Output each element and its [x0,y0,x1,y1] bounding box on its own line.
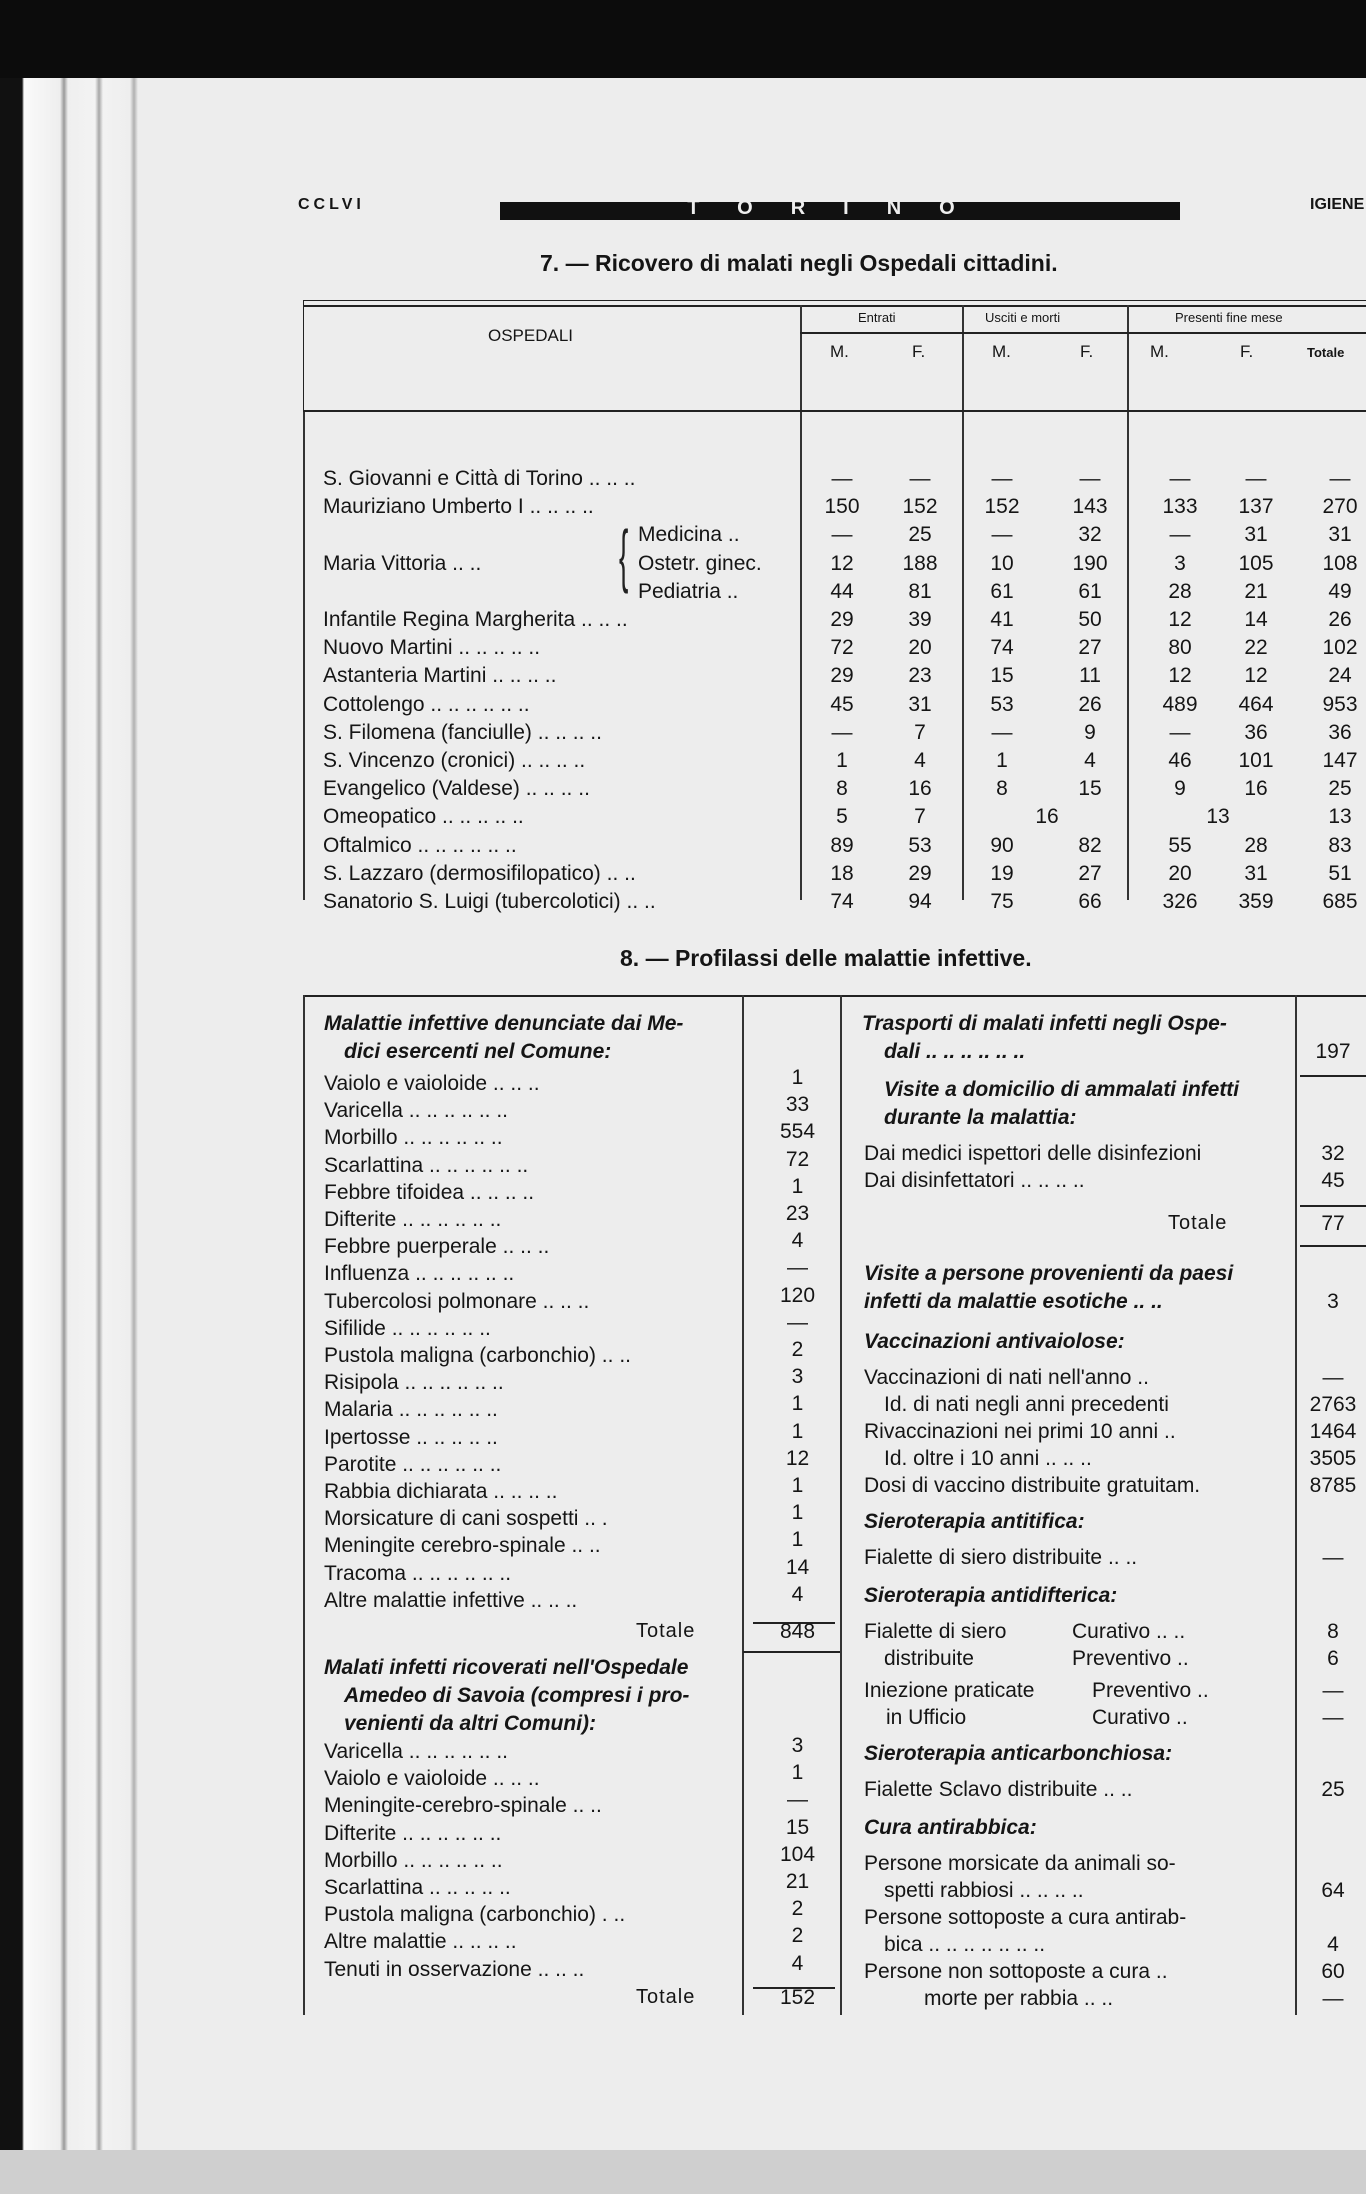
stat-label: morte per rabbia .. .. [924,1987,1114,2010]
table-cell: 36 [1244,720,1268,744]
table-cell: — [1169,467,1191,490]
stat-value: 64 [1321,1879,1345,1902]
table-cell: 326 [1162,890,1198,913]
table-cell: 12 [1244,664,1268,688]
hospital-name: Sanatorio S. Luigi (tubercolotici) .. .. [323,890,656,913]
table-cell: 29 [830,664,854,688]
hospital-name: Nuovo Martini .. .. .. .. .. [323,636,541,660]
table-cell: 31 [1328,523,1352,547]
table-cell: 12 [1168,664,1192,688]
hospital-name: Cottolengo .. .. .. .. .. .. [323,692,530,716]
list-item-label: Sifilide .. .. .. .. .. .. [324,1316,491,1340]
table-cell: — [1245,467,1267,490]
section-heading: Visite a domicilio di ammalati infetti [884,1078,1240,1101]
table-cell: 46 [1168,749,1192,772]
table-cell: 359 [1238,890,1274,913]
list-item-value: 1 [791,1174,804,1198]
list-item-value: 21 [785,1870,810,1893]
table-cell: 464 [1238,692,1274,716]
list-item-value: 2 [791,1924,804,1948]
table-row [0,580,1366,608]
list-item-label: Tracoma .. .. .. .. .. .. [324,1561,512,1585]
table-cell: 16 [1035,805,1059,829]
list-item-value: 1 [791,1474,804,1497]
section-heading: dali .. .. .. .. .. .. [884,1040,1026,1063]
stat-value: 8785 [1309,1474,1357,1497]
table-cell: 685 [1322,890,1358,913]
stat-value: 45 [1321,1169,1345,1192]
sub-m: M. [992,342,1011,361]
list-item-value: 14 [785,1555,810,1579]
table-cell: 53 [908,833,932,857]
running-title: IGIENE [1310,196,1365,213]
t8-left-heading: Malattie infettive denunciate dai Me- [324,1012,684,1035]
stat-value: 77 [1321,1212,1345,1235]
table-cell: 20 [908,636,932,660]
total-label: Totale [636,1986,696,2008]
list-item-value: 72 [785,1147,810,1171]
list-item-label: Difterite .. .. .. .. .. .. [324,1208,502,1231]
list-item-label: Varicella .. .. .. .. .. .. [324,1740,508,1763]
table-cell: 953 [1322,692,1358,716]
table-cell: 81 [908,579,932,603]
stat-value: — [1322,1679,1344,1702]
stat-label: Persone morsicate da animali so- [864,1852,1176,1875]
stat-label: Iniezione praticate [864,1679,1035,1702]
table-cell: 13 [1328,805,1352,829]
table-cell: — [831,720,853,744]
section-heading: Sieroterapia antidifterica: [864,1584,1118,1607]
ward-name: Ostetr. ginec. [638,551,762,575]
list-item-label: Morbillo .. .. .. .. .. .. [324,1126,503,1150]
table-cell: 489 [1162,692,1198,716]
list-item-value: 1 [791,1761,804,1785]
list-item-value: 120 [779,1283,816,1307]
table-cell: 4 [914,749,926,772]
table-cell: 28 [1244,833,1268,857]
stat-label: distribuite [884,1647,974,1670]
list-item-value: 4 [791,1582,804,1606]
stat-label: Preventivo .. [1092,1679,1209,1702]
table-cell: 25 [908,523,932,547]
list-item-label: Altre malattie .. .. .. .. [324,1930,517,1954]
table-cell: 61 [1078,579,1102,603]
table7-header-bottom [303,410,1366,412]
table-cell: 23 [908,664,932,688]
table-cell: 152 [984,495,1020,519]
list-item-label: Scarlattina .. .. .. .. .. .. [324,1153,529,1177]
table-cell: 101 [1238,749,1274,772]
stat-value: 6 [1327,1647,1339,1670]
table-row [0,834,1366,862]
table-cell: 74 [990,636,1014,660]
table-cell: — [1169,523,1191,547]
list-item-value: 104 [779,1842,816,1866]
section-heading: Visite a persone provenienti da paesi [864,1262,1234,1285]
table-cell: 24 [1328,664,1352,688]
table-cell: 108 [1322,551,1358,575]
table-cell: 29 [908,861,932,885]
section-heading: infetti da malattie esotiche .. .. [864,1290,1163,1313]
rule [1300,1245,1366,1247]
sub-m: M. [830,342,849,361]
bottom-border [0,2150,1366,2194]
stat-label: Curativo .. [1092,1706,1188,1729]
table-cell: 16 [908,777,932,801]
hospital-name: Astanteria Martini .. .. .. .. [323,664,557,688]
sub-totale: Totale [1307,345,1345,360]
hospital-name: Infantile Regina Margherita .. .. .. [323,608,628,631]
table-cell: 102 [1322,636,1358,660]
col-ospedali: OSPEDALI [488,326,574,345]
list-item-label: Tubercolosi polmonare .. .. .. [324,1289,590,1313]
list-item-value: 1 [791,1419,804,1443]
book-page-edges [0,78,190,2150]
t8-left-heading: Amedeo di Savoia (compresi i pro- [344,1684,690,1707]
brace-icon: { [619,516,629,594]
hospital-name: S. Vincenzo (cronici) .. .. .. .. [323,749,586,772]
t8-left-heading: venienti da altri Comuni): [344,1712,597,1735]
stat-label: Id. oltre i 10 anni .. .. .. [884,1447,1092,1470]
table-cell: 31 [1244,523,1268,547]
table-row [0,636,1366,664]
sub-f: F. [912,342,926,361]
hospital-name: Oftalmico .. .. .. .. .. .. [323,833,517,857]
table-cell: 147 [1322,749,1358,772]
table-cell: 32 [1078,523,1102,547]
list-item-label: Morsicature di cani sospetti .. . [324,1507,608,1531]
stat-value: 2763 [1309,1393,1357,1416]
table-row [0,608,1366,636]
stat-value: 197 [1315,1040,1351,1063]
table-cell: 10 [990,551,1014,575]
table-cell: 12 [830,551,854,575]
table-cell: 22 [1244,636,1268,660]
table-cell: 133 [1162,495,1198,519]
table-cell: 15 [1078,777,1102,801]
list-item-value: 1 [791,1528,804,1552]
banner-title: TORINO [687,197,993,219]
table-row [0,495,1366,523]
list-item-value: 4 [791,1951,804,1975]
stat-value: — [1322,1366,1344,1389]
list-item-value: 1 [791,1066,804,1089]
table-cell: 11 [1079,664,1101,688]
section-heading: Sieroterapia antitifica: [864,1510,1085,1533]
list-item-label: Risipola .. .. .. .. .. .. [324,1371,504,1395]
table-cell: 72 [830,636,854,660]
table-cell: 3 [1174,551,1186,575]
table8-col-rule [742,995,744,2015]
table-cell: 26 [1078,692,1102,716]
stat-label: Dai disinfettatori .. .. .. .. [864,1169,1085,1192]
table-cell: 74 [830,890,854,913]
table-cell: 80 [1168,636,1192,660]
stat-value: 3 [1327,1290,1339,1313]
stat-value: 32 [1321,1142,1345,1165]
table-cell: 13 [1206,805,1230,829]
total-value: 848 [779,1620,816,1643]
table8-col-rule [1295,995,1297,2015]
stat-value: 4 [1327,1933,1339,1956]
total-value: 152 [779,1986,816,2009]
stat-value: — [1322,1546,1344,1569]
stat-label: Fialette di siero [864,1620,1007,1643]
table8-title: 8. — Profilassi delle malattie infettive. [620,945,1032,971]
table-cell: 14 [1244,608,1268,631]
table-cell: 7 [914,720,926,744]
section-heading: Trasporti di malati infetti negli Ospe- [862,1012,1227,1035]
table-cell: 19 [990,861,1014,885]
table-cell: — [1169,720,1191,744]
stat-label: Rivaccinazioni nei primi 10 anni .. [864,1420,1176,1443]
group-presenti: Presenti fine mese [1175,310,1283,325]
list-item-value: 4 [791,1229,804,1253]
list-item-label: Vaiolo e vaioloide .. .. .. [324,1767,540,1791]
list-item-value: 15 [785,1815,810,1839]
list-item-label: Meningite cerebro-spinale .. .. [324,1534,601,1558]
table-cell: 7 [914,805,926,829]
section-heading: Cura antirabbica: [864,1816,1037,1839]
table-cell: 8 [996,777,1008,801]
list-item-label: Altre malattie infettive .. .. .. [324,1588,578,1612]
table-cell: 82 [1078,833,1102,857]
stat-label: Fialette Sclavo distribuite .. .. [864,1778,1133,1801]
list-item-label: Rabbia dichiarata .. .. .. .. [324,1480,558,1503]
total-label: Totale [1168,1212,1228,1234]
list-item-label: Varicella .. .. .. .. .. .. [324,1099,508,1123]
table-cell: 53 [990,692,1014,716]
stat-label: Id. di nati negli anni precedenti [884,1393,1169,1416]
list-item-label: Febbre puerperale .. .. .. [324,1235,550,1259]
table8-top-rule [303,995,1366,997]
section-heading: Sieroterapia anticarbonchiosa: [864,1742,1173,1765]
table7-title: 7. — Ricovero di malati negli Ospedali cittadini. [540,250,1058,276]
table-cell: 51 [1328,861,1352,885]
table-cell: 18 [830,861,854,885]
table-cell: 12 [1168,608,1192,631]
table-cell: 75 [990,890,1014,913]
table-cell: 188 [902,551,938,575]
ward-name: Pediatria .. [638,579,739,603]
list-item-label: Malaria .. .. .. .. .. .. [324,1398,498,1422]
table-cell: — [991,720,1013,744]
list-item-value: — [787,1788,808,1812]
table-cell: 83 [1328,833,1352,857]
table-row [0,805,1366,833]
list-item-value: 1 [791,1392,804,1416]
table-cell: 28 [1168,579,1192,603]
table-cell: — [1079,467,1101,490]
table-cell: 36 [1328,720,1352,744]
list-item-label: Scarlattina .. .. .. .. .. [324,1876,511,1899]
page-number: CCLVI [298,196,365,213]
stat-value: 8 [1327,1620,1339,1643]
table-cell: 9 [1174,777,1186,801]
section-heading: durante la malattia: [884,1106,1077,1129]
ward-name: Medicina .. [638,523,740,547]
stat-value: 3505 [1309,1447,1357,1470]
table-row [0,467,1366,495]
list-item-label: Difterite .. .. .. .. .. .. [324,1821,502,1845]
table-cell: 39 [908,608,932,631]
stat-value: — [1322,1987,1344,2010]
stat-value: 25 [1321,1778,1345,1801]
table-cell: 41 [990,608,1014,631]
table-cell: 25 [1328,777,1352,801]
sub-f: F. [1080,342,1094,361]
section-heading: Vaccinazioni antivaiolose: [864,1330,1125,1353]
list-item-value: — [787,1310,808,1334]
stat-label: Dai medici ispettori delle disinfezioni [864,1142,1202,1165]
table-cell: 29 [830,608,854,631]
sub-f: F. [1240,342,1254,361]
list-item-label: Meningite-cerebro-spinale .. .. [324,1794,602,1818]
stat-label: Vaccinazioni di nati nell'anno .. [864,1366,1149,1389]
rule [1300,1075,1366,1077]
list-item-value: 23 [785,1202,810,1225]
table-cell: 152 [902,495,938,519]
stat-label: Dosi di vaccino distribuite gratuitam. [864,1474,1201,1497]
group-usciti: Usciti e morti [985,310,1061,325]
stat-value: — [1322,1706,1344,1729]
table-cell: — [831,467,853,490]
table-cell: 50 [1078,608,1102,631]
table-row [0,749,1366,777]
list-item-label: Morbillo .. .. .. .. .. .. [324,1848,503,1872]
list-item-value: 33 [785,1093,810,1117]
stat-label: spetti rabbiosi .. .. .. .. [884,1879,1084,1902]
table-cell: 143 [1072,495,1108,519]
table-cell: 270 [1322,495,1358,519]
table7-top-rule [303,305,1366,307]
table-cell: 5 [836,805,848,829]
stat-label: in Ufficio [886,1706,967,1729]
table-row [0,523,1366,551]
stat-value: 1464 [1309,1420,1357,1443]
hospital-name: Mauriziano Umberto I .. .. .. .. [323,495,594,519]
t8-left-heading: dici esercenti nel Comune: [344,1040,612,1063]
table-row [0,890,1366,918]
table-cell: 49 [1328,579,1352,603]
table-cell: 90 [990,833,1014,857]
table-cell: — [991,523,1013,547]
table8-col-rule [840,995,842,2015]
table-cell: 20 [1168,861,1192,885]
table-cell: 27 [1078,636,1102,660]
table-cell: 8 [836,777,848,801]
table-cell: 137 [1238,495,1274,519]
hospital-name: S. Filomena (fanciulle) .. .. .. .. [323,720,602,744]
table-cell: 105 [1238,551,1274,575]
total-label: Totale [636,1620,696,1642]
stat-label: Persone non sottoposte a cura .. [864,1960,1168,1983]
table-cell: 94 [908,890,932,913]
hospital-name: Evangelico (Valdese) .. .. .. .. [323,777,590,801]
table-cell: — [831,523,853,547]
list-item-value: 2 [791,1897,804,1921]
hospital-name: S. Lazzaro (dermosifilopatico) .. .. [323,861,636,885]
list-item-value: 554 [779,1120,816,1144]
list-item-label: Febbre tifoidea .. .. .. .. [324,1180,535,1204]
list-item-label: Pustola maligna (carbonchio) . .. [324,1903,626,1927]
table-row [0,664,1366,692]
table-cell: 66 [1078,890,1102,913]
hospital-name: S. Giovanni e Città di Torino .. .. .. [323,467,636,490]
list-item-label: Ipertosse .. .. .. .. .. [324,1425,498,1449]
table-cell: 15 [990,664,1014,688]
top-border [0,0,1366,78]
table-cell: 45 [830,692,854,716]
table-cell: 9 [1084,720,1096,744]
table-cell: 55 [1168,833,1192,857]
table-cell: 26 [1328,608,1352,631]
list-item-label: Influenza .. .. .. .. .. .. [324,1262,515,1286]
table-cell: 27 [1078,861,1102,885]
list-item-value: — [787,1256,808,1280]
table-cell: 150 [824,495,860,519]
stat-label: Preventivo .. [1072,1647,1189,1670]
stat-label: Curativo .. .. [1072,1620,1186,1643]
table-row [0,777,1366,805]
table-cell: 16 [1244,777,1268,801]
table-row [0,862,1366,890]
table-cell: — [909,467,931,490]
table7-group-rule [800,332,1366,334]
list-item-label: Parotite .. .. .. .. .. .. [324,1452,502,1476]
stat-value: 60 [1321,1960,1345,1983]
list-item-value: 2 [791,1338,804,1361]
table-cell: 89 [830,833,854,857]
table-cell: 31 [1244,861,1268,885]
list-item-label: Pustola maligna (carbonchio) .. .. [324,1344,631,1367]
stat-label: bica .. .. .. .. .. .. .. [884,1933,1046,1956]
t8-left-heading: Malati infetti ricoverati nell'Ospedale [324,1656,689,1679]
total-rule [743,1651,840,1653]
list-item-value: 12 [785,1446,810,1470]
list-item-value: 3 [791,1365,804,1389]
table-cell: — [1329,467,1351,490]
stat-label: Persone sottoposte a cura antirab- [864,1906,1187,1929]
rule [1300,1205,1366,1207]
list-item-value: 3 [791,1734,804,1757]
table-cell: 4 [1084,749,1096,772]
sub-m: M. [1150,342,1169,361]
table-row [0,693,1366,721]
table-cell: 21 [1244,579,1268,603]
table-cell: 44 [830,579,854,603]
table-cell: 1 [996,749,1008,772]
table-cell: 61 [990,579,1014,603]
hospital-name: Maria Vittoria .. .. [323,551,482,575]
table-row [0,552,1366,580]
list-item-value: 1 [791,1501,804,1525]
table-cell: 1 [836,749,848,772]
group-entrati: Entrati [858,310,896,325]
table-cell: 31 [908,692,932,716]
table-row [0,721,1366,749]
list-item-label: Vaiolo e vaioloide .. .. .. [324,1072,540,1095]
table-cell: 190 [1072,551,1108,575]
table8-left-rule [303,995,305,2015]
table-cell: — [991,467,1013,490]
list-item-label: Tenuti in osservazione .. .. .. [324,1957,585,1981]
stat-label: Fialette di siero distribuite .. .. [864,1546,1138,1569]
hospital-name: Omeopatico .. .. .. .. .. [323,805,524,829]
